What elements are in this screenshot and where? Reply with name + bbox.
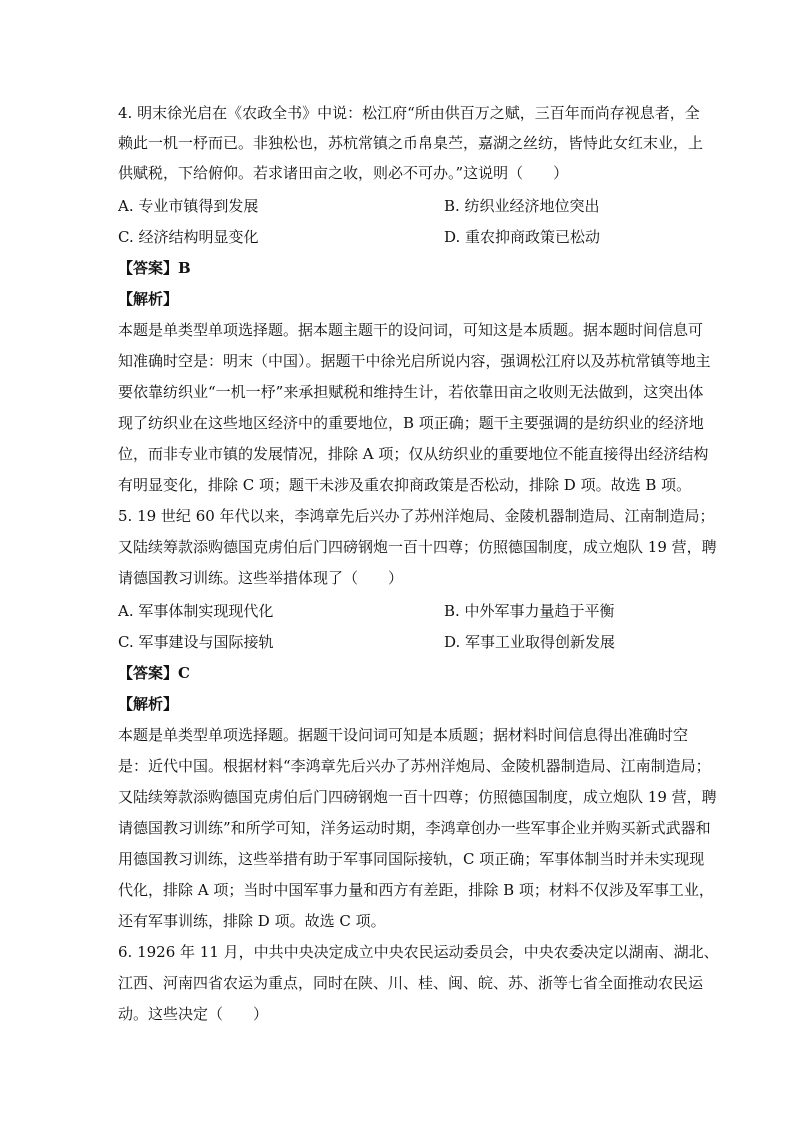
q6-stem-line: 动。这些决定（ ） xyxy=(118,1005,269,1023)
q4-analysis-line: 要依靠纺织业“一机一杼”来承担赋税和维持生计，若依靠田亩之收则无法做到，这突出体 xyxy=(118,383,704,401)
q4-analysis-line: 本题是单类型单项选择题。据本题主题干的设问词，可知这是本质题。据本题时间信息可 xyxy=(118,321,704,339)
q5-analysis-label: 【解析】 xyxy=(118,695,179,713)
q4-stem-line: 赖此一机一杼而已。非独松也，苏杭常镇之币帛臬苎，嘉湖之丝纺，皆恃此女红末业，上 xyxy=(118,134,704,152)
q4-option-c: C. 经济结构明显变化 xyxy=(118,228,259,246)
q5-stem-line: 5. 19 世纪 60 年代以来，李鸿章先后兴办了苏州洋炮局、金陵机器制造局、江南制造局； xyxy=(118,507,715,525)
q5-option-d: D. 军事工业取得创新发展 xyxy=(444,633,616,651)
q4-analysis-label: 【解析】 xyxy=(118,290,179,308)
q5-analysis-line: 用德国教习训练，这些举措有助于军事同国际接轨，C 项正确；军事体制当时并未实现现 xyxy=(118,850,705,868)
q4-analysis-line: 位，而非专业市镇的发展情况，排除 A 项；仅从纺织业的重要地位不能直接得出经济结构 xyxy=(118,445,709,463)
q5-stem-line: 又陆续筹款添购德国克虏伯后门四磅钢炮一百十四尊；仿照德国制度，成立炮队 19 营，聘 xyxy=(118,538,717,556)
q5-stem-line: 请德国教习训练。这些举措体现了（ ） xyxy=(118,569,404,587)
q5-option-a: A. 军事体制实现现代化 xyxy=(118,602,274,620)
q5-option-b: B. 中外军事力量趋于平衡 xyxy=(444,602,615,620)
q4-option-b: B. 纺织业经济地位突出 xyxy=(444,197,600,215)
q5-analysis-line: 请德国教习训练”和所学可知，洋务运动时期，李鸿章创办一些军事企业并购买新式武器和 xyxy=(118,819,711,837)
q5-analysis-line: 本题是单类型单项选择题。据题干设问词可知是本质题；据材料时间信息得出准确时空 xyxy=(118,726,689,744)
q4-option-d: D. 重农抑商政策已松动 xyxy=(444,228,601,246)
q4-analysis-line: 知准确时空是：明末（中国）。据题干中徐光启所说内容，强调松江府以及苏杭常镇等地主 xyxy=(118,352,711,370)
q6-stem-line: 江西、河南四省农运为重点，同时在陕、川、桂、闽、皖、苏、浙等七省全面推动农民运 xyxy=(118,974,704,992)
q4-stem-line: 供赋税，下给俯仰。若求诸田亩之收，则必不可办。”这说明（ ） xyxy=(118,164,569,182)
q6-stem-line: 6. 1926 年 11 月，中共中央决定成立中央农民运动委员会，中央农委决定以湖南、湖北、 xyxy=(118,943,719,961)
q4-analysis-line: 现了纺织业在这些地区经济中的重要地位，B 项正确；题干主要强调的是纺织业的经济地 xyxy=(118,414,704,432)
q4-analysis-line: 有明显变化，排除 C 项；题干未涉及重农抑商政策是否松动，排除 D 项。故选 B 项。 xyxy=(118,476,692,494)
q5-answer: 【答案】C xyxy=(118,664,190,682)
q5-analysis-line: 代化，排除 A 项；当时中国军事力量和西方有差距，排除 B 项；材料不仅涉及军事工业， xyxy=(118,881,714,899)
q5-analysis-line: 又陆续筹款添购德国克虏伯后门四磅钢炮一百十四尊；仿照德国制度，成立炮队 19 营，聘 xyxy=(118,788,717,806)
q5-analysis-line: 还有军事训练，排除 D 项。故选 C 项。 xyxy=(118,912,386,930)
q4-stem-line: 4. 明末徐光启在《农政全书》中说：松江府“所由供百万之赋，三百年而尚存视息者，全 xyxy=(118,104,700,122)
q5-analysis-line: 是：近代中国。根据材料“李鸿章先后兴办了苏州洋炮局、金陵机器制造局、江南制造局； xyxy=(118,757,711,775)
q5-option-c: C. 军事建设与国际接轨 xyxy=(118,633,274,651)
q4-answer: 【答案】B xyxy=(118,259,191,277)
q4-option-a: A. 专业市镇得到发展 xyxy=(118,197,259,215)
